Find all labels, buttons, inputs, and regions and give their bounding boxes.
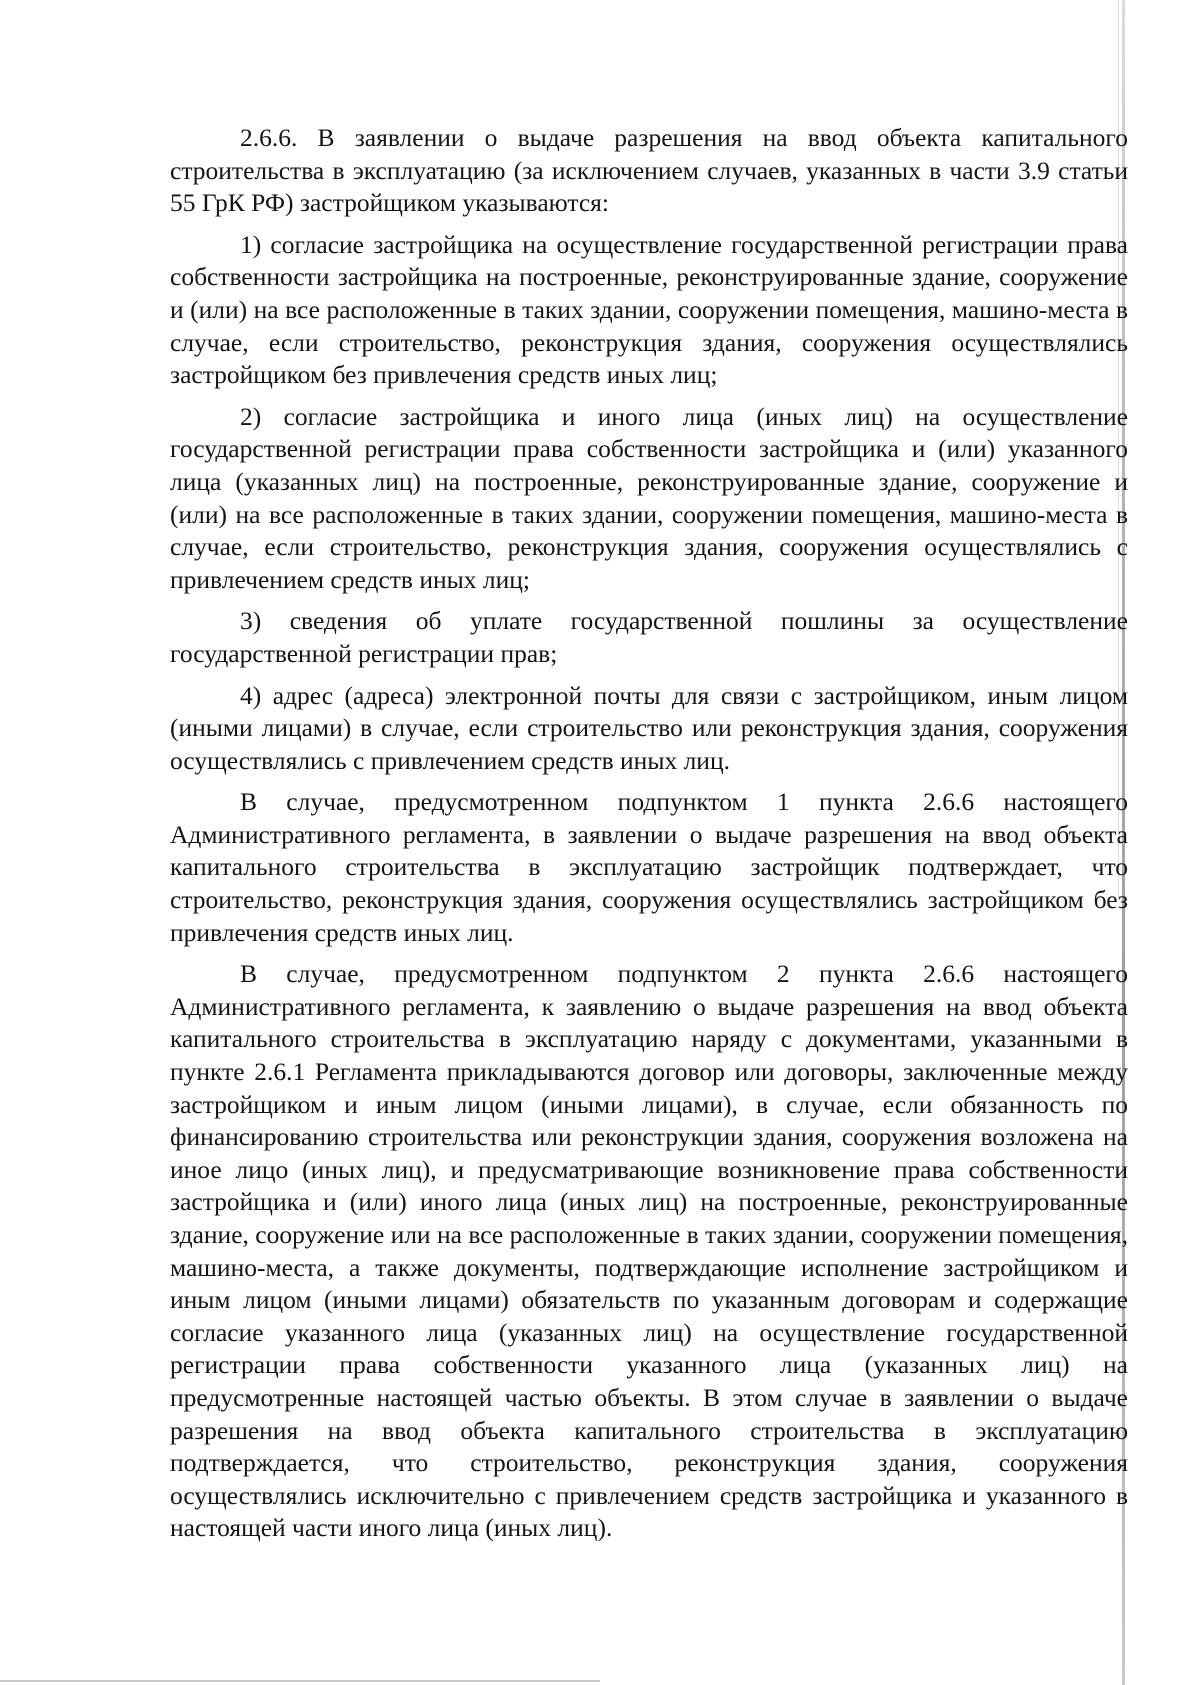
scan-artifact-line bbox=[0, 1680, 600, 1682]
paragraph-item-3: 3) сведения об уплате государственной пошлины за осуществление государственной регистрации прав; bbox=[170, 606, 1128, 668]
paragraph-case-2: В случае, предусмотренном подпунктом 2 пункта 2.6.6 настоящего Административного регламента, к заявлению о выдаче разрешения на ввод объекта капитального строительства в эксплуатацию наряду с документами, указанными в пункте 2.6.1 Регламента прикладываются договор или договоры, заключенные между застройщиком и иным лицом (иными лицами), в случае, если обязанность по финансированию строительства или реконструкции здания, сооружения возложена на иное лицо (иных лиц), и предусматривающие возникновение права собственности застройщика и (или) иного лица (иных лиц) на построенные, реконструированные здание, сооружение или на все расположенные в таких здании, сооружении помещения, машино-места, а также документы, подтверждающие исполнение застройщиком и иным лицом (иными лицами) обязательств по указанным договорам и содержащие согласие указанного лица (указанных лиц) на осуществление государственной регистрации права собственности указанного лица (указанных лиц) на предусмотренные настоящей частью объекты. В этом случае в заявлении о выдаче разрешения на ввод объекта капитального строительства в эксплуатацию подтверждается, что строительство, реконструкция здания, сооружения осуществлялись исключительно с привлечением средств застройщика и указанного в настоящей части иного лица (иных лиц). bbox=[170, 959, 1128, 1543]
document-body bbox=[170, 122, 1128, 1554]
paragraph-item-1: 1) согласие застройщика на осуществление государственной регистрации права собственности застройщика на построенные, реконструированные здание, сооружение и (или) на все расположенные в таких здании, сооружении помещения, машино-места в случае, если строительство, реконструкция здания, сооружения осуществлялись застройщиком без привлечения средств иных лиц; bbox=[170, 229, 1128, 390]
paragraph-case-1: В случае, предусмотренном подпунктом 1 пункта 2.6.6 настоящего Административного регламента, в заявлении о выдаче разрешения на ввод объекта капитального строительства в эксплуатацию застройщик подтверждает, что строительство, реконструкция здания, сооружения осуществлялись застройщиком без привлечения средств иных лиц. bbox=[170, 787, 1128, 947]
paragraph-2-6-6: 2.6.6. В заявлении о выдаче разрешения на ввод объекта капитального строительства в эксплуатацию (за исключением случаев, указанных в части 3.9 статьи 55 ГрК РФ) застройщиком указываются: bbox=[170, 123, 1128, 218]
paragraph-item-4: 4) адрес (адреса) электронной почты для связи с застройщиком, иным лицом (иными лицами) в случае, если строительство или реконструкция здания, сооружения осуществлялись с привлечением средств иных лиц. bbox=[170, 680, 1128, 775]
paragraph-item-2: 2) согласие застройщика и иного лица (иных лиц) на осуществление государственной регистрации права собственности застройщика и (или) указанного лица (указанных лиц) на построенные, реконструированные здание, сооружение и (или) на все расположенные в таких здании, сооружении помещения, машино-места в случае, если строительство, реконструкция здания, сооружения осуществлялись с привлечением средств иных лиц; bbox=[170, 401, 1128, 594]
